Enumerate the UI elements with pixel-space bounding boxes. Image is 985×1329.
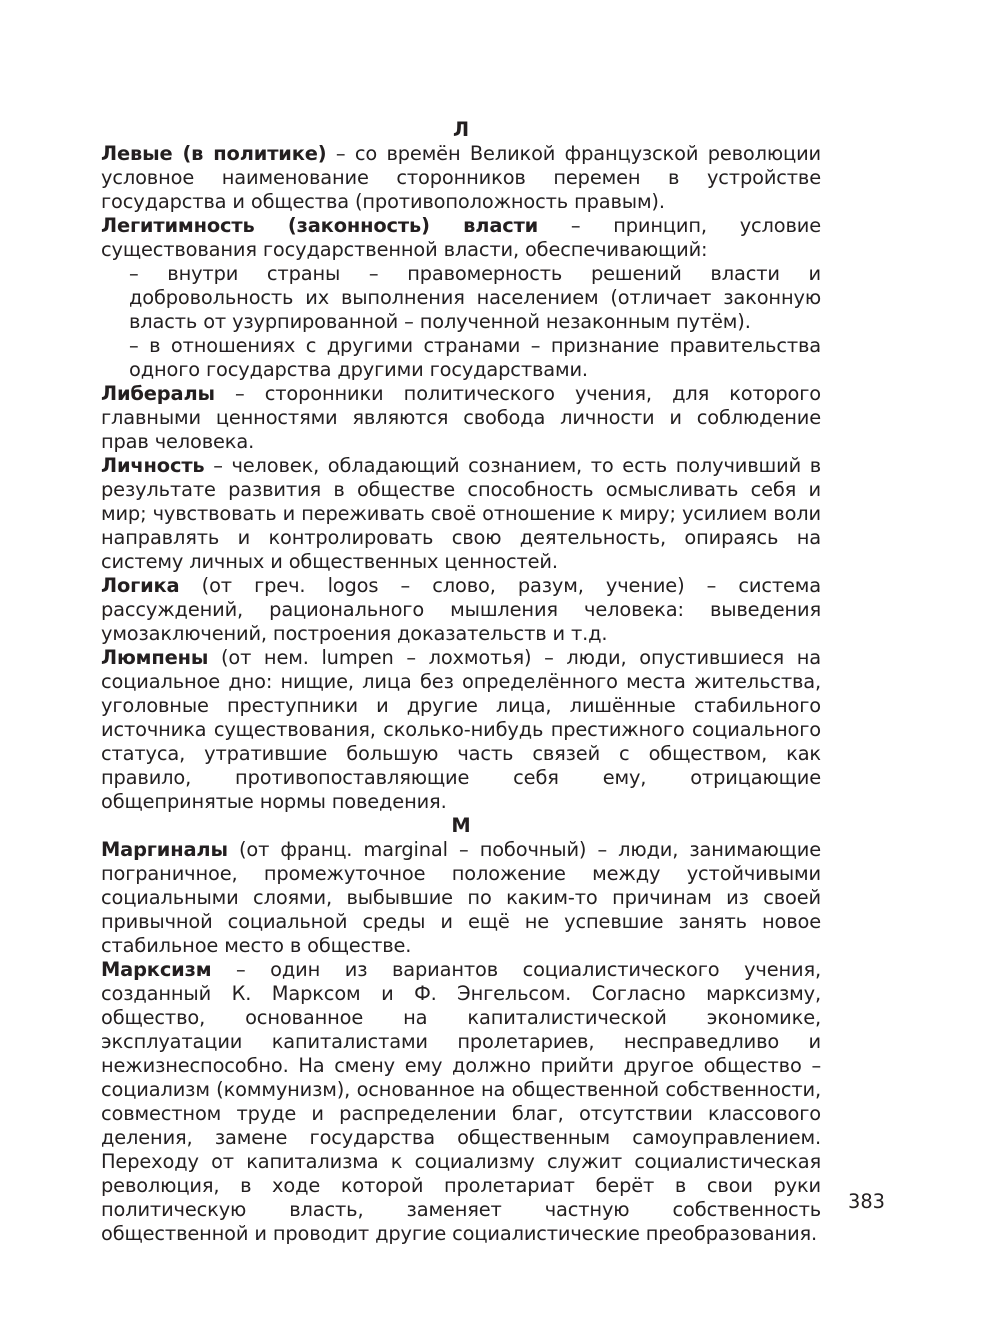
entry-subitem: – в отношениях с другими странами – признание правительства одного государства другими государствами. xyxy=(129,334,821,381)
entry-text: – человек, обладающий сознанием, то есть получивший в результате развития в обществе способность осмысливать себя и мир; чувствовать и переживать своё отношение к миру; усилием воли направлять и контролировать свою деятельность, опираясь на систему личных и общественных ценностей. xyxy=(101,454,821,573)
entry-text: (от греч. logos – слово, разум, учение) – система рассуждений, рационального мышления человека: выведения умозаключений, построения доказательств и т.д. xyxy=(101,574,821,645)
entry-term: Личность xyxy=(101,454,205,477)
entry-logika xyxy=(101,574,821,646)
entry-text: – со времён Великой французской революции условное наименование сторонников перемен в устройстве государства и общества (противоположность правым). xyxy=(101,142,822,213)
entry-text: (от франц. marginal – побочный) – люди, занимающие пограничное, промежуточное положение между устойчивыми социальными слоями, выбывшие по каким-то причинам из своей привычной социальной среды и ещё не успевшие занять новое стабильное место в обществе. xyxy=(101,838,821,957)
section-letter-l: Л xyxy=(453,118,469,141)
entry-marksizm xyxy=(101,958,821,1246)
entry-term: Легитимность (законность) власти xyxy=(101,214,539,237)
entry-lichnost xyxy=(101,454,821,574)
entry-liberaly xyxy=(101,382,821,454)
entry-term: Левые (в политике) xyxy=(101,142,327,165)
entry-text: – сторонники политического учения, для которого главными ценностями являются свобода личности и соблюдение прав человека. xyxy=(101,382,821,453)
entry-lyumpeny xyxy=(101,646,821,814)
page-number: 383 xyxy=(848,1190,886,1213)
entry-text: (от нем. lumpen – лохмотья) – люди, опустившиеся на социальное дно: нищие, лица без определённого места жительства, уголовные преступники и другие лица, лишённые стабильного источника существования, сколько-нибудь престижного социального статуса, утратившие большую часть связей с обществом, как правило, противопоставляющие себя ему, отрицающие общепринятые нормы поведения. xyxy=(101,646,821,813)
entry-term: Маргиналы xyxy=(101,838,228,861)
entry-marginaly xyxy=(101,838,821,958)
entry-term: Либералы xyxy=(101,382,215,405)
entry-term: Марксизм xyxy=(101,958,212,981)
entry-text: – принцип, условие существования государственной власти, обеспечивающий: xyxy=(101,214,821,261)
entry-subitem: – внутри страны – правомерность решений власти и добровольность их выполнения населением (отличает законную власть от узурпированной – полученной незаконным путём). xyxy=(129,262,821,333)
entry-term: Логика xyxy=(101,574,180,597)
section-letter-m: М xyxy=(451,814,471,837)
glossary-page xyxy=(101,118,821,1246)
entry-legitimnost xyxy=(101,214,821,262)
entry-levye xyxy=(101,142,821,214)
entry-text: – один из вариантов социалистического учения, созданный К. Марксом и Ф. Энгельсом. Согласно марксизму, общество, основанное на капиталистической экономике, эксплуатации капиталистами пролетариев, несправедливо и нежизнеспособно. На смену ему должно прийти другое общество – социализм (коммунизм), основанное на общественной собственности, совместном труде и распределении благ, отсутствии классового деления, замене государства общественным самоуправлением. Переходу от капитализма к социализму служит социалистическая революция, в ходе которой пролетариат берёт в свои руки политическую власть, заменяет частную собственность общественной и проводит другие социалистические преобразования. xyxy=(101,958,821,1245)
entry-term: Люмпены xyxy=(101,646,209,669)
